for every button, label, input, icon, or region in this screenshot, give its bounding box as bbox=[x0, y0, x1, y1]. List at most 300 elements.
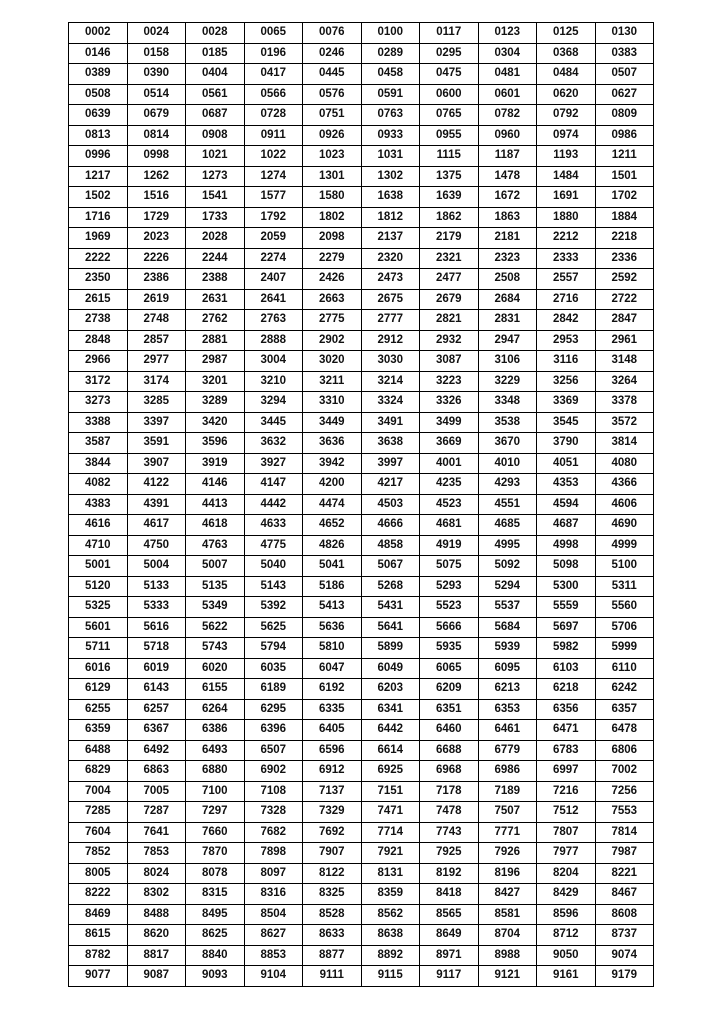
table-cell: 0974 bbox=[537, 125, 596, 146]
table-cell: 4217 bbox=[361, 474, 420, 495]
table-cell: 6129 bbox=[69, 679, 128, 700]
table-cell: 5625 bbox=[244, 617, 303, 638]
table-cell: 8988 bbox=[478, 945, 537, 966]
table-cell: 6110 bbox=[595, 658, 654, 679]
table-cell: 1580 bbox=[303, 187, 362, 208]
table-row bbox=[69, 802, 654, 823]
table-cell: 3997 bbox=[361, 453, 420, 474]
table-cell: 3927 bbox=[244, 453, 303, 474]
table-cell: 1193 bbox=[537, 146, 596, 167]
table-row bbox=[69, 228, 654, 249]
table-cell: 0809 bbox=[595, 105, 654, 126]
table-cell: 0576 bbox=[303, 84, 362, 105]
table-cell: 4413 bbox=[186, 494, 245, 515]
table-cell: 6863 bbox=[127, 761, 186, 782]
table-cell: 7604 bbox=[69, 822, 128, 843]
table-cell: 2831 bbox=[478, 310, 537, 331]
table-cell: 6806 bbox=[595, 740, 654, 761]
table-cell: 3264 bbox=[595, 371, 654, 392]
table-cell: 2336 bbox=[595, 248, 654, 269]
table-cell: 2953 bbox=[537, 330, 596, 351]
table-cell: 4618 bbox=[186, 515, 245, 536]
table-cell: 3310 bbox=[303, 392, 362, 413]
table-cell: 8627 bbox=[244, 925, 303, 946]
table-cell: 6779 bbox=[478, 740, 537, 761]
table-cell: 8565 bbox=[420, 904, 479, 925]
table-cell: 8782 bbox=[69, 945, 128, 966]
table-cell: 0100 bbox=[361, 23, 420, 44]
table-cell: 2320 bbox=[361, 248, 420, 269]
table-cell: 5636 bbox=[303, 617, 362, 638]
table-cell: 6049 bbox=[361, 658, 420, 679]
table-cell: 7004 bbox=[69, 781, 128, 802]
table-cell: 9087 bbox=[127, 966, 186, 987]
table-cell: 0679 bbox=[127, 105, 186, 126]
table-cell: 3491 bbox=[361, 412, 420, 433]
table-cell: 4826 bbox=[303, 535, 362, 556]
table-cell: 4998 bbox=[537, 535, 596, 556]
table-cell: 3289 bbox=[186, 392, 245, 413]
table-cell: 0507 bbox=[595, 64, 654, 85]
table-cell: 2912 bbox=[361, 330, 420, 351]
table-cell: 5075 bbox=[420, 556, 479, 577]
table-cell: 3378 bbox=[595, 392, 654, 413]
table-cell: 8649 bbox=[420, 925, 479, 946]
table-cell: 7297 bbox=[186, 802, 245, 823]
table-cell: 6488 bbox=[69, 740, 128, 761]
table-cell: 6209 bbox=[420, 679, 479, 700]
table-cell: 0125 bbox=[537, 23, 596, 44]
table-cell: 2222 bbox=[69, 248, 128, 269]
table-cell: 2323 bbox=[478, 248, 537, 269]
table-cell: 6442 bbox=[361, 720, 420, 741]
table-cell: 2631 bbox=[186, 289, 245, 310]
table-cell: 6016 bbox=[69, 658, 128, 679]
table-row bbox=[69, 515, 654, 536]
table-cell: 6829 bbox=[69, 761, 128, 782]
table-cell: 6095 bbox=[478, 658, 537, 679]
table-cell: 5810 bbox=[303, 638, 362, 659]
table-cell: 0591 bbox=[361, 84, 420, 105]
table-cell: 8078 bbox=[186, 863, 245, 884]
table-cell: 1021 bbox=[186, 146, 245, 167]
table-cell: 7287 bbox=[127, 802, 186, 823]
table-cell: 6065 bbox=[420, 658, 479, 679]
table-cell: 2279 bbox=[303, 248, 362, 269]
table-cell: 3214 bbox=[361, 371, 420, 392]
table-cell: 3844 bbox=[69, 453, 128, 474]
table-cell: 0986 bbox=[595, 125, 654, 146]
table-cell: 3030 bbox=[361, 351, 420, 372]
table-cell: 5100 bbox=[595, 556, 654, 577]
table-cell: 6218 bbox=[537, 679, 596, 700]
table-cell: 5641 bbox=[361, 617, 420, 638]
table-cell: 0117 bbox=[420, 23, 479, 44]
table-cell: 6460 bbox=[420, 720, 479, 741]
table-cell: 3223 bbox=[420, 371, 479, 392]
table-cell: 7002 bbox=[595, 761, 654, 782]
table-cell: 8853 bbox=[244, 945, 303, 966]
table-cell: 0561 bbox=[186, 84, 245, 105]
table-cell: 7137 bbox=[303, 781, 362, 802]
table-cell: 5794 bbox=[244, 638, 303, 659]
table-cell: 4685 bbox=[478, 515, 537, 536]
table-cell: 0158 bbox=[127, 43, 186, 64]
table-cell: 0728 bbox=[244, 105, 303, 126]
table-cell: 5098 bbox=[537, 556, 596, 577]
table-cell: 0146 bbox=[69, 43, 128, 64]
table-cell: 1217 bbox=[69, 166, 128, 187]
table-cell: 3211 bbox=[303, 371, 362, 392]
table-cell: 8620 bbox=[127, 925, 186, 946]
table-row bbox=[69, 433, 654, 454]
table-cell: 2842 bbox=[537, 310, 596, 331]
table-cell: 1273 bbox=[186, 166, 245, 187]
table-cell: 3545 bbox=[537, 412, 596, 433]
table-cell: 2028 bbox=[186, 228, 245, 249]
table-cell: 0620 bbox=[537, 84, 596, 105]
table-cell: 8615 bbox=[69, 925, 128, 946]
table-cell: 6257 bbox=[127, 699, 186, 720]
table-cell: 0389 bbox=[69, 64, 128, 85]
table-cell: 6213 bbox=[478, 679, 537, 700]
table-cell: 1031 bbox=[361, 146, 420, 167]
table-cell: 5300 bbox=[537, 576, 596, 597]
table-cell: 4001 bbox=[420, 453, 479, 474]
table-cell: 6997 bbox=[537, 761, 596, 782]
table-cell: 6359 bbox=[69, 720, 128, 741]
table-row bbox=[69, 412, 654, 433]
table-row bbox=[69, 269, 654, 290]
table-cell: 0481 bbox=[478, 64, 537, 85]
table-cell: 9050 bbox=[537, 945, 596, 966]
table-cell: 1262 bbox=[127, 166, 186, 187]
table-cell: 5268 bbox=[361, 576, 420, 597]
table-cell: 1672 bbox=[478, 187, 537, 208]
table-cell: 1792 bbox=[244, 207, 303, 228]
table-cell: 0458 bbox=[361, 64, 420, 85]
table-cell: 6471 bbox=[537, 720, 596, 741]
table-cell: 7512 bbox=[537, 802, 596, 823]
table-cell: 3445 bbox=[244, 412, 303, 433]
table-cell: 5559 bbox=[537, 597, 596, 618]
table-cell: 4594 bbox=[537, 494, 596, 515]
table-cell: 2407 bbox=[244, 269, 303, 290]
table-cell: 4366 bbox=[595, 474, 654, 495]
table-cell: 3942 bbox=[303, 453, 362, 474]
table-cell: 6461 bbox=[478, 720, 537, 741]
table-row bbox=[69, 207, 654, 228]
table-cell: 3596 bbox=[186, 433, 245, 454]
table-cell: 5325 bbox=[69, 597, 128, 618]
table-cell: 6035 bbox=[244, 658, 303, 679]
table-cell: 0383 bbox=[595, 43, 654, 64]
table-cell: 9117 bbox=[420, 966, 479, 987]
table-cell: 0908 bbox=[186, 125, 245, 146]
table-cell: 7692 bbox=[303, 822, 362, 843]
table-row bbox=[69, 966, 654, 987]
table-cell: 5523 bbox=[420, 597, 479, 618]
table-cell: 2244 bbox=[186, 248, 245, 269]
table-cell: 6295 bbox=[244, 699, 303, 720]
table-cell: 6143 bbox=[127, 679, 186, 700]
table-cell: 3397 bbox=[127, 412, 186, 433]
table-cell: 1501 bbox=[595, 166, 654, 187]
table-row bbox=[69, 556, 654, 577]
table-cell: 0600 bbox=[420, 84, 479, 105]
table-row bbox=[69, 535, 654, 556]
table-cell: 7329 bbox=[303, 802, 362, 823]
table-cell: 8971 bbox=[420, 945, 479, 966]
table-cell: 3172 bbox=[69, 371, 128, 392]
table-cell: 8359 bbox=[361, 884, 420, 905]
table-cell: 2181 bbox=[478, 228, 537, 249]
table-cell: 6925 bbox=[361, 761, 420, 782]
table-cell: 1187 bbox=[478, 146, 537, 167]
table-cell: 6688 bbox=[420, 740, 479, 761]
table-cell: 0998 bbox=[127, 146, 186, 167]
table-row bbox=[69, 863, 654, 884]
table-row bbox=[69, 146, 654, 167]
table-cell: 3499 bbox=[420, 412, 479, 433]
table-cell: 4051 bbox=[537, 453, 596, 474]
table-cell: 4551 bbox=[478, 494, 537, 515]
table-cell: 2987 bbox=[186, 351, 245, 372]
table-cell: 8892 bbox=[361, 945, 420, 966]
table-cell: 7285 bbox=[69, 802, 128, 823]
table-cell: 6367 bbox=[127, 720, 186, 741]
table-cell: 8562 bbox=[361, 904, 420, 925]
table-cell: 2902 bbox=[303, 330, 362, 351]
table-cell: 3388 bbox=[69, 412, 128, 433]
table-cell: 1802 bbox=[303, 207, 362, 228]
table-cell: 8608 bbox=[595, 904, 654, 925]
table-cell: 4293 bbox=[478, 474, 537, 495]
table-cell: 2966 bbox=[69, 351, 128, 372]
table-cell: 3210 bbox=[244, 371, 303, 392]
table-row bbox=[69, 351, 654, 372]
table-cell: 6783 bbox=[537, 740, 596, 761]
table-cell: 1729 bbox=[127, 207, 186, 228]
table-cell: 1884 bbox=[595, 207, 654, 228]
table-cell: 3004 bbox=[244, 351, 303, 372]
table-cell: 7987 bbox=[595, 843, 654, 864]
table-cell: 4750 bbox=[127, 535, 186, 556]
table-row bbox=[69, 43, 654, 64]
table-cell: 0417 bbox=[244, 64, 303, 85]
table-cell: 2675 bbox=[361, 289, 420, 310]
table-cell: 0368 bbox=[537, 43, 596, 64]
table-cell: 4617 bbox=[127, 515, 186, 536]
table-cell: 4763 bbox=[186, 535, 245, 556]
table-cell: 3148 bbox=[595, 351, 654, 372]
table-cell: 4391 bbox=[127, 494, 186, 515]
table-row bbox=[69, 576, 654, 597]
table-cell: 2098 bbox=[303, 228, 362, 249]
table-cell: 7108 bbox=[244, 781, 303, 802]
number-table bbox=[68, 22, 654, 987]
table-cell: 1302 bbox=[361, 166, 420, 187]
table-cell: 0130 bbox=[595, 23, 654, 44]
table-cell: 0926 bbox=[303, 125, 362, 146]
table-cell: 7807 bbox=[537, 822, 596, 843]
table-cell: 0813 bbox=[69, 125, 128, 146]
table-cell: 6356 bbox=[537, 699, 596, 720]
table-cell: 7743 bbox=[420, 822, 479, 843]
table-cell: 6396 bbox=[244, 720, 303, 741]
table-cell: 3106 bbox=[478, 351, 537, 372]
table-cell: 8504 bbox=[244, 904, 303, 925]
table-cell: 8131 bbox=[361, 863, 420, 884]
table-cell: 7660 bbox=[186, 822, 245, 843]
table-cell: 8221 bbox=[595, 863, 654, 884]
table-cell: 2388 bbox=[186, 269, 245, 290]
table-cell: 2762 bbox=[186, 310, 245, 331]
table-cell: 4681 bbox=[420, 515, 479, 536]
table-cell: 6968 bbox=[420, 761, 479, 782]
table-cell: 8467 bbox=[595, 884, 654, 905]
table-cell: 3087 bbox=[420, 351, 479, 372]
table-cell: 2137 bbox=[361, 228, 420, 249]
table-cell: 0295 bbox=[420, 43, 479, 64]
table-cell: 5899 bbox=[361, 638, 420, 659]
table-row bbox=[69, 761, 654, 782]
table-cell: 5537 bbox=[478, 597, 537, 618]
table-cell: 3572 bbox=[595, 412, 654, 433]
table-cell: 2274 bbox=[244, 248, 303, 269]
table-cell: 4995 bbox=[478, 535, 537, 556]
table-cell: 6192 bbox=[303, 679, 362, 700]
table-cell: 1274 bbox=[244, 166, 303, 187]
table-cell: 5560 bbox=[595, 597, 654, 618]
table-cell: 7189 bbox=[478, 781, 537, 802]
table-cell: 0484 bbox=[537, 64, 596, 85]
table-cell: 5135 bbox=[186, 576, 245, 597]
table-row bbox=[69, 699, 654, 720]
table-cell: 0185 bbox=[186, 43, 245, 64]
table-cell: 0601 bbox=[478, 84, 537, 105]
table-cell: 6047 bbox=[303, 658, 362, 679]
table-cell: 1969 bbox=[69, 228, 128, 249]
table-row bbox=[69, 371, 654, 392]
table-cell: 7478 bbox=[420, 802, 479, 823]
table-cell: 8469 bbox=[69, 904, 128, 925]
table-row bbox=[69, 84, 654, 105]
table-cell: 3587 bbox=[69, 433, 128, 454]
table-cell: 3632 bbox=[244, 433, 303, 454]
table-cell: 2684 bbox=[478, 289, 537, 310]
table-cell: 8877 bbox=[303, 945, 362, 966]
table-cell: 9104 bbox=[244, 966, 303, 987]
table-cell: 4503 bbox=[361, 494, 420, 515]
table-cell: 7771 bbox=[478, 822, 537, 843]
table-row bbox=[69, 679, 654, 700]
table-cell: 5697 bbox=[537, 617, 596, 638]
table-row bbox=[69, 392, 654, 413]
table-cell: 9077 bbox=[69, 966, 128, 987]
table-cell: 4606 bbox=[595, 494, 654, 515]
table-cell: 5684 bbox=[478, 617, 537, 638]
table-cell: 0687 bbox=[186, 105, 245, 126]
table-cell: 4235 bbox=[420, 474, 479, 495]
table-cell: 3919 bbox=[186, 453, 245, 474]
table-cell: 6353 bbox=[478, 699, 537, 720]
table-cell: 6478 bbox=[595, 720, 654, 741]
table-cell: 1862 bbox=[420, 207, 479, 228]
table-cell: 0911 bbox=[244, 125, 303, 146]
table-cell: 0028 bbox=[186, 23, 245, 44]
table-cell: 2977 bbox=[127, 351, 186, 372]
table-cell: 8495 bbox=[186, 904, 245, 925]
table-cell: 1516 bbox=[127, 187, 186, 208]
table-row bbox=[69, 945, 654, 966]
table-cell: 5311 bbox=[595, 576, 654, 597]
table-cell: 3326 bbox=[420, 392, 479, 413]
table-cell: 2738 bbox=[69, 310, 128, 331]
table-cell: 7151 bbox=[361, 781, 420, 802]
table-cell: 1478 bbox=[478, 166, 537, 187]
table-cell: 6335 bbox=[303, 699, 362, 720]
table-cell: 8704 bbox=[478, 925, 537, 946]
table-cell: 6507 bbox=[244, 740, 303, 761]
table-cell: 8005 bbox=[69, 863, 128, 884]
table-cell: 8204 bbox=[537, 863, 596, 884]
table-cell: 5392 bbox=[244, 597, 303, 618]
table-row bbox=[69, 289, 654, 310]
table-cell: 5143 bbox=[244, 576, 303, 597]
table-cell: 3020 bbox=[303, 351, 362, 372]
table-cell: 7328 bbox=[244, 802, 303, 823]
table-cell: 4999 bbox=[595, 535, 654, 556]
table-cell: 0933 bbox=[361, 125, 420, 146]
table-cell: 0390 bbox=[127, 64, 186, 85]
table-cell: 5133 bbox=[127, 576, 186, 597]
table-cell: 0304 bbox=[478, 43, 537, 64]
table-cell: 8817 bbox=[127, 945, 186, 966]
table-row bbox=[69, 720, 654, 741]
table-cell: 1863 bbox=[478, 207, 537, 228]
table-row bbox=[69, 658, 654, 679]
table-cell: 7005 bbox=[127, 781, 186, 802]
table-row bbox=[69, 125, 654, 146]
table-cell: 4710 bbox=[69, 535, 128, 556]
table-cell: 1702 bbox=[595, 187, 654, 208]
table-cell: 1577 bbox=[244, 187, 303, 208]
table-cell: 0566 bbox=[244, 84, 303, 105]
table-cell: 3174 bbox=[127, 371, 186, 392]
table-cell: 0002 bbox=[69, 23, 128, 44]
table-cell: 9093 bbox=[186, 966, 245, 987]
table-cell: 5935 bbox=[420, 638, 479, 659]
table-cell: 6203 bbox=[361, 679, 420, 700]
table-cell: 5294 bbox=[478, 576, 537, 597]
table-cell: 7216 bbox=[537, 781, 596, 802]
table-cell: 7471 bbox=[361, 802, 420, 823]
table-cell: 4919 bbox=[420, 535, 479, 556]
table-cell: 5743 bbox=[186, 638, 245, 659]
table-cell: 8097 bbox=[244, 863, 303, 884]
table-cell: 4080 bbox=[595, 453, 654, 474]
table-cell: 5293 bbox=[420, 576, 479, 597]
table-cell: 3229 bbox=[478, 371, 537, 392]
table-cell: 7907 bbox=[303, 843, 362, 864]
table-cell: 2508 bbox=[478, 269, 537, 290]
table-cell: 5333 bbox=[127, 597, 186, 618]
table-cell: 0751 bbox=[303, 105, 362, 126]
table-cell: 1375 bbox=[420, 166, 479, 187]
table-cell: 2888 bbox=[244, 330, 303, 351]
table-cell: 6902 bbox=[244, 761, 303, 782]
